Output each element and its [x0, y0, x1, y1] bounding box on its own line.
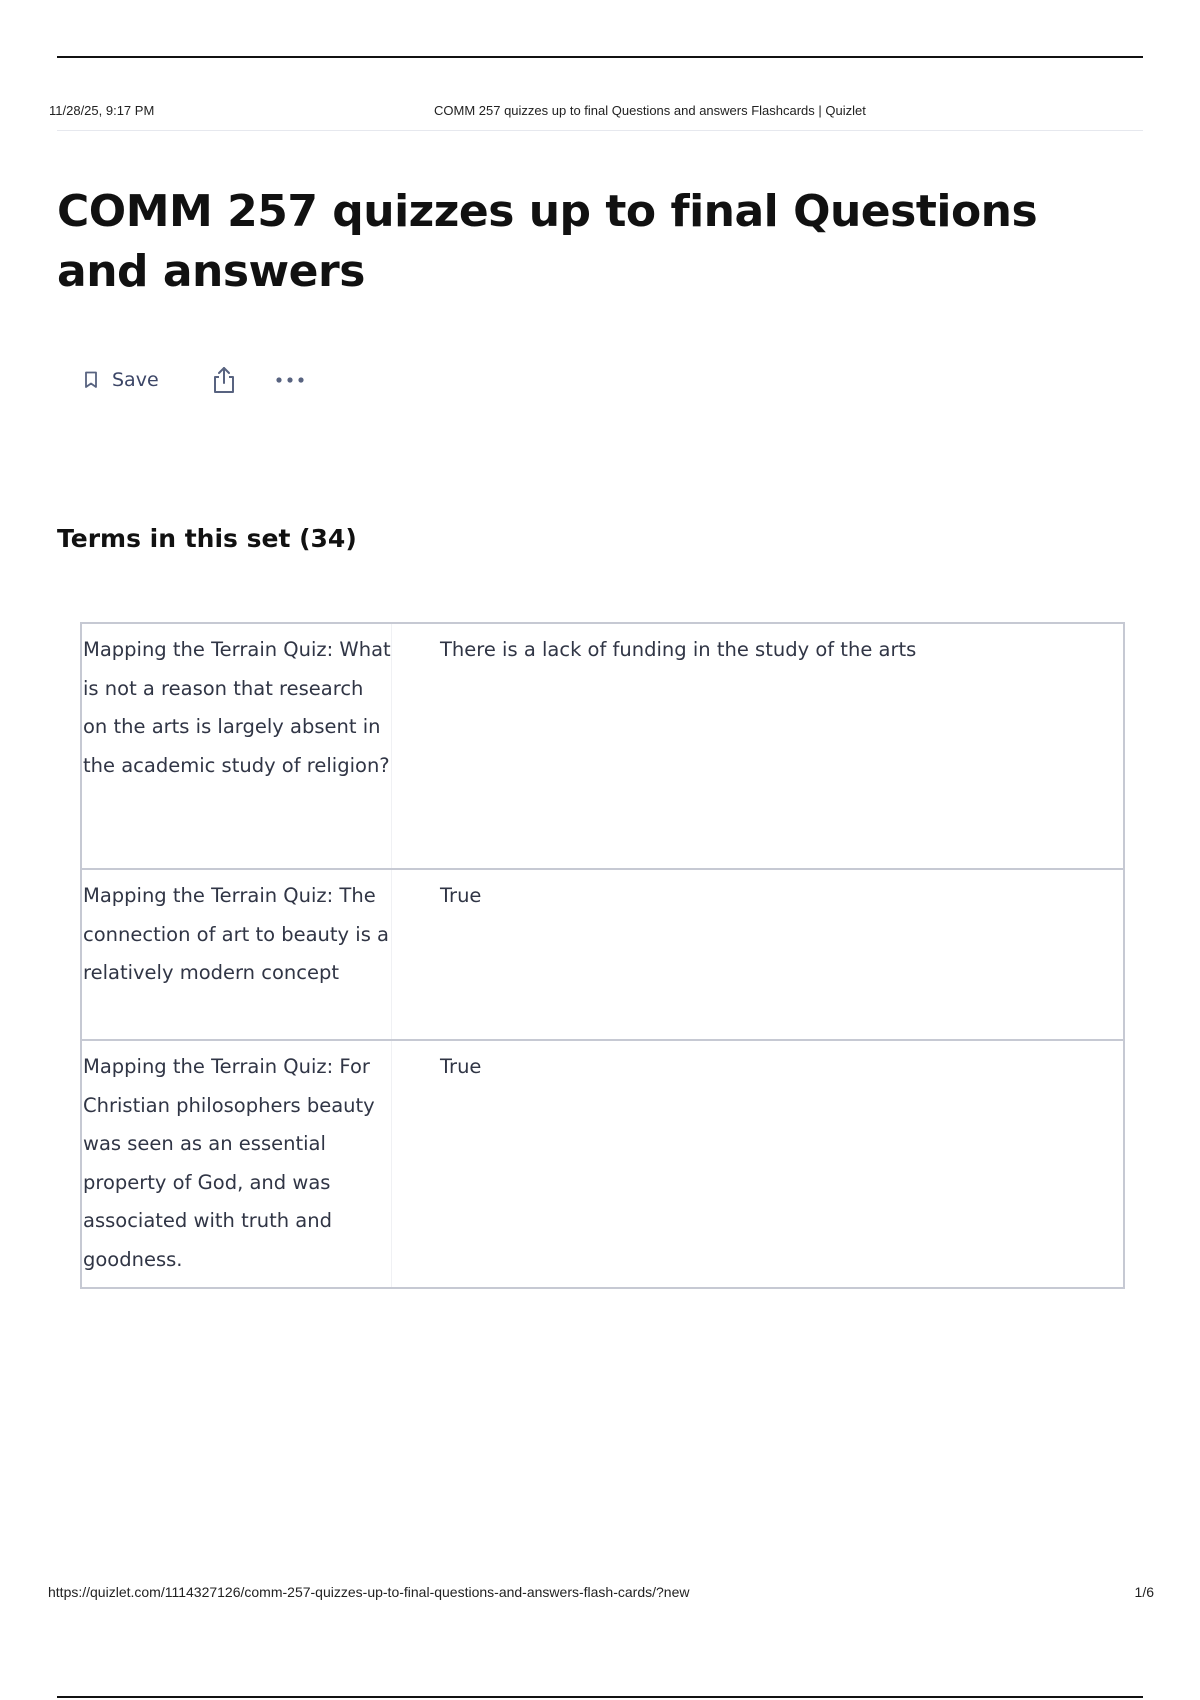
set-title: COMM 257 quizzes up to final Questions and answers	[57, 186, 1038, 297]
save-label: Save	[112, 369, 159, 391]
print-datetime: 11/28/25, 9:17 PM	[49, 103, 155, 118]
page-indicator: 1/6	[1134, 1584, 1154, 1600]
set-toolbar	[84, 364, 305, 396]
more-options-button[interactable]	[275, 376, 305, 384]
share-button[interactable]	[211, 365, 237, 395]
terms-list	[80, 622, 1125, 1289]
share-icon	[211, 365, 237, 395]
term-text: Mapping the Terrain Quiz: For Christian philosophers beauty was seen as an essential property of God, and was associated with truth and goodness.	[82, 1041, 392, 1287]
print-header	[49, 103, 1149, 123]
definition-text: True	[440, 1055, 482, 1078]
definition-text: True	[440, 884, 482, 907]
header-divider	[57, 130, 1143, 131]
more-horizontal-icon	[275, 376, 305, 384]
term-text: Mapping the Terrain Quiz: What is not a reason that research on the arts is largely absent in the academic study of religion?	[82, 624, 392, 868]
page-top-rule	[57, 56, 1143, 58]
definition-text: There is a lack of funding in the study of the arts	[440, 638, 917, 661]
term-card[interactable]	[80, 622, 1125, 870]
bookmark-icon	[84, 371, 98, 389]
save-button[interactable]	[84, 369, 159, 391]
term-card[interactable]	[80, 868, 1125, 1041]
term-text: Mapping the Terrain Quiz: The connection of art to beauty is a relatively modern concept	[82, 870, 392, 1039]
print-page-title: COMM 257 quizzes up to final Questions and answers Flashcards | Quizlet	[434, 103, 866, 118]
print-footer	[48, 1584, 1154, 1604]
page-bottom-rule	[57, 1696, 1143, 1698]
term-card[interactable]	[80, 1039, 1125, 1289]
terms-heading: Terms in this set (34)	[57, 524, 357, 553]
print-url: https://quizlet.com/1114327126/comm-257-quizzes-up-to-final-questions-and-answers-flash-cards/?new	[48, 1584, 690, 1600]
